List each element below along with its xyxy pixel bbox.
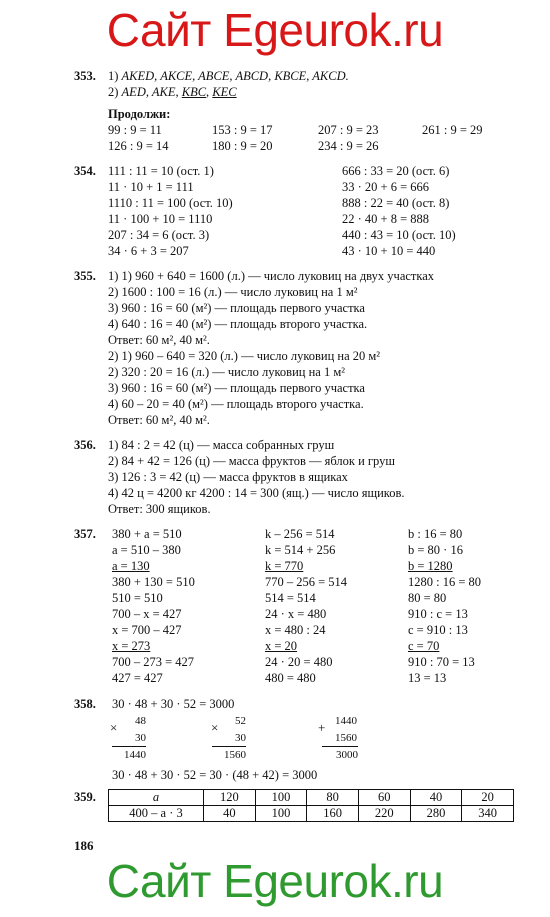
problem-358-expression: 30 · 48 + 30 · 52 = 3000 [112, 697, 235, 711]
problem-355-line-5: Ответ: 60 м², 40 м². [108, 333, 210, 347]
problem-357-col2-7: x = 480 : 24 [265, 623, 326, 637]
add-result: 3000 [336, 749, 358, 761]
site-banner-top: Сайт Egeurok.ru [106, 4, 444, 56]
mult-1-operand-b: 30 [135, 732, 146, 744]
problem-355-line-6: 2) 1) 960 – 640 = 320 (л.) — число луковиц на 20 м² [108, 349, 381, 363]
problem-355-line-7: 2) 320 : 20 = 16 (л.) — число луковиц на 1 м² [108, 365, 345, 379]
add-result-line [322, 746, 358, 747]
problem-353-row-1-col-2: 153 : 9 = 17 [212, 123, 273, 137]
mult-1-result: 1440 [124, 749, 146, 761]
problem-359-number: 359. [74, 790, 96, 804]
problem-353-row-1-col-1: 99 : 9 = 11 [108, 123, 162, 137]
add-operand-a: 1440 [335, 715, 357, 727]
mult-2-operand-b: 30 [235, 732, 246, 744]
problem-355-line-3: 3) 960 : 16 = 60 (м²) — площадь первого участка [108, 301, 365, 315]
problem-357-col1-6: 700 – x = 427 [112, 607, 182, 621]
table-cell: a [109, 790, 204, 806]
problem-354-right-1: 666 : 33 = 20 (ост. 6) [342, 164, 450, 178]
table-cell: 60 [358, 790, 410, 806]
table-cell: 400 – a · 3 [109, 806, 204, 822]
plus-sign: + [318, 720, 326, 735]
problem-357-col2-1: k – 256 = 514 [265, 527, 335, 541]
table-cell: 340 [462, 806, 514, 822]
mult-2-result-line [212, 746, 246, 747]
problem-356-line-5: Ответ: 300 ящиков. [108, 502, 211, 516]
problem-357-col1-5: 510 = 510 [112, 591, 163, 605]
problem-356-line-4: 4) 42 ц = 4200 кг 4200 : 14 = 300 (ящ.) — число ящиков. [108, 486, 405, 500]
problem-356-line-1: 1) 84 : 2 = 42 (ц) — масса собранных груш [108, 438, 335, 452]
problem-354-left-5: 207 : 34 = 6 (ост. 3) [108, 228, 210, 242]
problem-355-line-9: 4) 60 – 20 = 40 (м²) — площадь второго участка. [108, 397, 364, 411]
multiply-sign: × [110, 720, 118, 735]
problem-357-col3-3: b = 1280 [408, 559, 453, 573]
table-cell: 280 [410, 806, 462, 822]
mult-2-result: 1560 [224, 749, 246, 761]
site-banner-bottom: Сайт Egeurok.ru [106, 855, 444, 907]
table-row [109, 790, 514, 806]
problem-357-col3-5: 80 = 80 [408, 591, 447, 605]
table-cell: 160 [307, 806, 359, 822]
problem-353-row-1-col-4: 261 : 9 = 29 [422, 123, 483, 137]
problem-354-right-6: 43 · 10 + 10 = 440 [342, 244, 436, 258]
problem-354-right-4: 22 · 40 + 8 = 888 [342, 212, 430, 226]
multiply-sign: × [211, 720, 219, 735]
table-cell: 40 [410, 790, 462, 806]
problem-355-line-10: Ответ: 60 м², 40 м². [108, 413, 210, 427]
problem-357-col2-5: 514 = 514 [265, 591, 316, 605]
problem-357-col1-10: 427 = 427 [112, 671, 163, 685]
problem-357-col2-3: k = 770 [265, 559, 304, 573]
problem-357-col2-4: 770 – 256 = 514 [265, 575, 348, 589]
problem-357-col3-6: 910 : c = 13 [408, 607, 468, 621]
page-number: 186 [74, 838, 94, 853]
problem-357-col1-1: 380 + a = 510 [112, 527, 182, 541]
table-cell: 80 [307, 790, 359, 806]
mult-2-operand-a: 52 [235, 715, 246, 727]
problem-357-col3-2: b = 80 · 16 [408, 543, 463, 557]
problem-353-line-1: 1) AKED, AKCE, ABCE, ABCD, KBCE, AKCD. [108, 69, 349, 83]
problem-357-col3-10: 13 = 13 [408, 671, 447, 685]
problem-357-col3-9: 910 : 70 = 13 [408, 655, 475, 669]
problem-357-col1-2: a = 510 – 380 [112, 543, 181, 557]
problem-355-line-1: 1) 1) 960 + 640 = 1600 (л.) — число луковиц на двух участках [108, 269, 435, 283]
problem-359-table [108, 789, 514, 822]
problem-356-number: 356. [74, 438, 96, 452]
problem-357-col1-3: a = 130 [112, 559, 150, 573]
problem-353-line-2: 2) AED, AKE, KBC, KEC [108, 85, 237, 99]
problem-356-line-2: 2) 84 + 42 = 126 (ц) — масса фруктов — яблок и груш [108, 454, 395, 468]
table-cell: 40 [204, 806, 256, 822]
problem-353-continue-label: Продолжи: [108, 107, 171, 121]
mult-1-operand-a: 48 [135, 715, 146, 727]
problem-357-col2-8: x = 20 [265, 639, 298, 653]
problem-357-col1-4: 380 + 130 = 510 [112, 575, 195, 589]
table-cell: 100 [255, 790, 307, 806]
problem-354-number: 354. [74, 164, 96, 178]
table-cell: 100 [255, 806, 307, 822]
problem-357-col3-8: c = 70 [408, 639, 440, 653]
problem-358-result-expression: 30 · 48 + 30 · 52 = 30 · (48 + 42) = 3000 [112, 768, 318, 782]
problem-355-number: 355. [74, 269, 96, 283]
table-cell: 220 [358, 806, 410, 822]
problem-357-col2-9: 24 · 20 = 480 [265, 655, 333, 669]
table-cell: 120 [204, 790, 256, 806]
problem-353-row-2-col-2: 180 : 9 = 20 [212, 139, 273, 153]
problem-353-row-2-col-3: 234 : 9 = 26 [318, 139, 379, 153]
problem-356-line-3: 3) 126 : 3 = 42 (ц) — масса фруктов в ящиках [108, 470, 348, 484]
table-cell: 20 [462, 790, 514, 806]
problem-354-right-2: 33 · 20 + 6 = 666 [342, 180, 430, 194]
problem-354-right-5: 440 : 43 = 10 (ост. 10) [342, 228, 456, 242]
problem-354-left-2: 11 · 10 + 1 = 111 [108, 180, 194, 194]
problem-353-row-1-col-3: 207 : 9 = 23 [318, 123, 379, 137]
problem-353-row-2-col-1: 126 : 9 = 14 [108, 139, 169, 153]
problem-357-col3-1: b : 16 = 80 [408, 527, 463, 541]
problem-354-left-3: 1110 : 11 = 100 (ост. 10) [108, 196, 233, 210]
problem-354-left-6: 34 · 6 + 3 = 207 [108, 244, 189, 258]
problem-354-left-1: 111 : 11 = 10 (ост. 1) [108, 164, 214, 178]
problem-354-right-3: 888 : 22 = 40 (ост. 8) [342, 196, 450, 210]
add-operand-b: 1560 [335, 732, 357, 744]
problem-355-line-2: 2) 1600 : 100 = 16 (л.) — число луковиц на 1 м² [108, 285, 358, 299]
problem-357-col1-7: x = 700 – 427 [112, 623, 182, 637]
problem-353-number: 353. [74, 69, 96, 83]
problem-357-col1-9: 700 – 273 = 427 [112, 655, 195, 669]
problem-357-col3-7: c = 910 : 13 [408, 623, 468, 637]
problem-357-col2-6: 24 · x = 480 [265, 607, 327, 621]
problem-357-col2-10: 480 = 480 [265, 671, 316, 685]
mult-1-result-line [112, 746, 146, 747]
problem-357-col2-2: k = 514 + 256 [265, 543, 336, 557]
problem-355-line-8: 3) 960 : 16 = 60 (м²) — площадь первого участка [108, 381, 365, 395]
problem-355-line-4: 4) 640 : 16 = 40 (м²) — площадь второго участка. [108, 317, 368, 331]
table-row [109, 806, 514, 822]
problem-358-number: 358. [74, 697, 96, 711]
problem-357-col3-4: 1280 : 16 = 80 [408, 575, 482, 589]
problem-357-col1-8: x = 273 [112, 639, 151, 653]
problem-354-left-4: 11 · 100 + 10 = 1110 [108, 212, 213, 226]
problem-357-number: 357. [74, 527, 96, 541]
